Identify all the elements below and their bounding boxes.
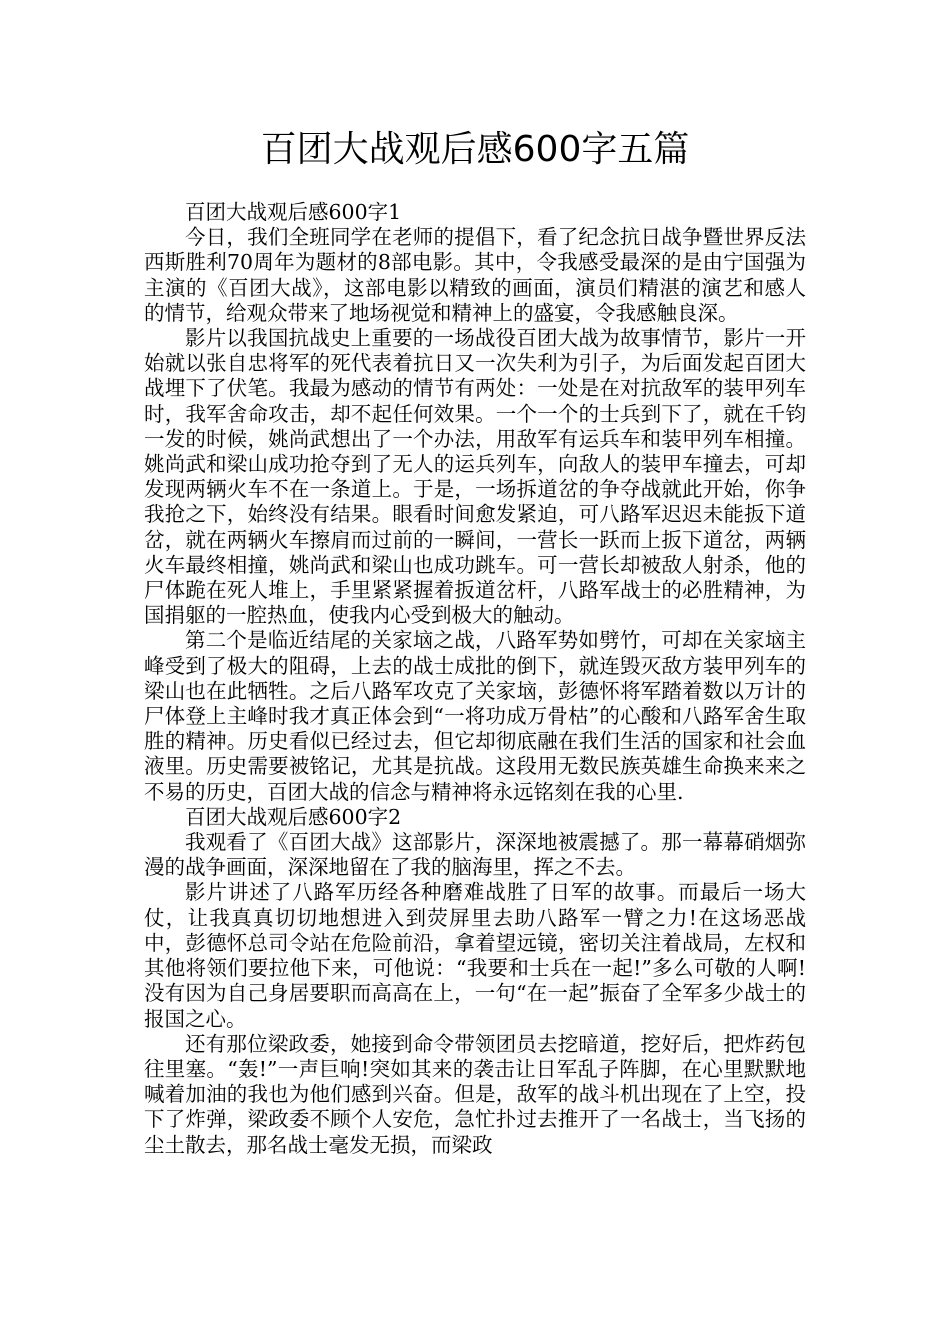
body-paragraph: 今日，我们全班同学在老师的提倡下，看了纪念抗日战争暨世界反法西斯胜利70周年为题材的8部电影。其中，令我感受最深的是由宁国强为主演的《百团大战》，这部电影以精致的画面，演员们精湛的演艺和感人的情节，给观众带来了地场视觉和精神上的盛宴，令我感触良深。 [144, 225, 806, 325]
body-paragraph: 还有那位梁政委，她接到命令带领团员去挖暗道，挖好后，把炸药包往里塞。“轰!”一声巨响!突如其来的袭击让日军乱子阵脚，在心里默默地喊着加油的我也为他们感到兴奋。但是，敌军的战斗机出现在了上空，投下了炸弹，梁政委不顾个人安危，急忙扑过去推开了一名战士，当飞扬的尘土散去，那名战士毫发无损，而梁政 [144, 1031, 806, 1157]
section-heading-1: 百团大战观后感600字1 [185, 200, 402, 224]
body-paragraph: 第二个是临近结尾的关家垴之战，八路军势如劈竹，可却在关家垴主峰受到了极大的阻碍，上去的战士成批的倒下，就连毁灭敌方装甲列车的梁山也在此牺牲。之后八路军攻克了关家垴，彭德怀将军踏着数以万计的尸体登上主峰时我才真正体会到“一将功成万骨枯”的心酸和八路军舍生取胜的精神。历史看似已经过去，但它却彻底融在我们生活的国家和社会血液里。历史需要被铭记，尤其是抗战。这段用无数民族英雄生命换来来之不易的历史，百团大战的信念与精神将永远铭刻在我的心里. [144, 628, 806, 804]
body-paragraph: 影片以我国抗战史上重要的一场战役百团大战为故事情节，影片一开始就以张自忠将军的死代表着抗日又一次失利为引子，为后面发起百团大战埋下了伏笔。我最为感动的情节有两处：一处是在对抗敌军的装甲列车时，我军舍命攻击，却不起任何效果。一个一个的士兵到下了，就在千钧一发的时候，姚尚武想出了一个办法，用敌军有运兵车和装甲列车相撞。姚尚武和梁山成功抢夺到了无人的运兵列车，向敌人的装甲车撞去，可却发现两辆火车不在一条道上。于是，一场拆道岔的争夺战就此开始，你争我抢之下，始终没有结果。眼看时间愈发紧迫，可八路军迟迟未能扳下道岔，就在两辆火车擦肩而过前的一瞬间，一营长一跃而上扳下道岔，两辆火车最终相撞，姚尚武和梁山也成功跳车。可一营长却被敌人射杀，他的尸体跪在死人堆上，手里紧紧握着扳道岔杆，八路军战士的必胜精神，为国捐躯的一腔热血，使我内心受到极大的触动。 [144, 326, 806, 628]
body-paragraph: 影片讲述了八路军历经各种磨难战胜了日军的故事。而最后一场大仗，让我真真切切地想进入到荧屏里去助八路军一臂之力!在这场恶战中，彭德怀总司令站在危险前沿，拿着望远镜，密切关注着战局，左权和其他将领们要拉他下来，可他说：“我要和士兵在一起!”多么可敬的人啊!没有因为自己身居要职而高高在上，一句“在一起”振奋了全军多少战士的报国之心。 [144, 880, 806, 1031]
section-heading-2: 百团大战观后感600字2 [185, 804, 402, 829]
body-paragraph: 我观看了《百团大战》这部影片，深深地被震撼了。那一幕幕硝烟弥漫的战争画面，深深地留在了我的脑海里，挥之不去。 [144, 830, 806, 880]
document-title: 百团大战观后感600字五篇 [260, 129, 690, 170]
document-body [144, 200, 806, 1158]
